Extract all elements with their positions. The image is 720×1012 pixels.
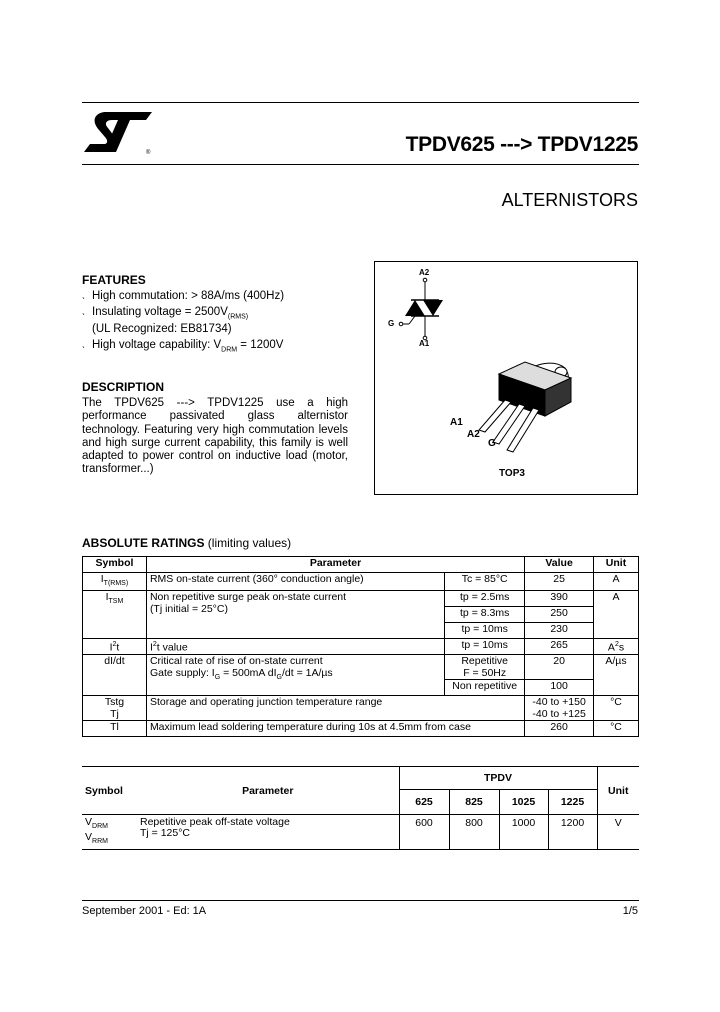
footer-date: September 2001 - Ed: 1A [82, 905, 207, 917]
variant-625: 625 [399, 790, 449, 815]
col-value: Value [525, 557, 594, 573]
page-number: 1/5 [622, 905, 638, 917]
table-header-row [82, 767, 639, 790]
document-subtitle: ALTERNISTORS [501, 190, 638, 210]
package-pin-a2: A2 [467, 429, 480, 440]
table-row: $I_{T(RMS)}$ RMS on-state current (360° conduction angle) Tc = 85°C 25 A [83, 573, 639, 591]
table-row: Non repetitive 100 [83, 680, 639, 696]
table-row: Tl Maximum lead soldering temperature during 10s at 4.5mm from case 260 °C [83, 721, 639, 737]
table-row: $I_{TSM}$ Non repetitive surge peak on-state current (Tj initial = 25°C) tp = 2.5ms 390 A [83, 591, 639, 607]
ratings-table [82, 556, 639, 737]
col-unit: Unit [594, 557, 639, 573]
features-list [82, 290, 352, 360]
description-heading: DESCRIPTION [82, 380, 165, 394]
table-row: Tstg Tj Storage and operating junction temperature range -40 to +150 -40 to +125 °C [83, 696, 639, 721]
footer-rule [82, 900, 639, 901]
col-symbol: Symbol [82, 767, 137, 815]
document-title: TPDV625 ---> TPDV1225 [405, 133, 638, 156]
variant-1225: 1225 [548, 790, 597, 815]
package-name: TOP3 [499, 468, 525, 479]
feature-item: ˎ High voltage capability: $V_{DRM} = 1200V$ [82, 339, 352, 356]
symbol-pin-a2: A2 [419, 268, 430, 277]
package-pin-a1: A1 [450, 417, 463, 428]
col-parameter: Parameter [137, 767, 399, 815]
col-unit: Unit [597, 767, 639, 815]
table-header-row [83, 557, 639, 573]
ratings-heading: ABSOLUTE RATINGS (limiting values) [82, 536, 292, 550]
title-rule [82, 164, 639, 165]
top3-package-icon [375, 262, 637, 494]
table-row: tp = 8.3ms 250 [83, 607, 639, 623]
feature-item: ˎ High commutation: > 88A/ms (400Hz) [82, 290, 352, 303]
variant-1025: 1025 [499, 790, 548, 815]
description-text: The TPDV625 ---> TPDV1225 use a high performance passivated glass alternistor technology. Featuring very high commutation levels and high surge current capability, this family is well adapted to power control on inductive load (motor, transformer...) [82, 397, 348, 476]
table-row: tp = 10ms 230 [83, 623, 639, 639]
package-figure [374, 261, 638, 495]
features-heading: FEATURES [82, 273, 146, 287]
voltage-table [82, 766, 639, 850]
feature-item: ˎ Insulating voltage = $2500V_{(RMS)}$ (UL Recognized: EB81734) [82, 306, 352, 336]
col-group: TPDV [399, 767, 597, 790]
package-pin-g: G [488, 438, 496, 449]
table-row: $I^2t$ $I^2t$ value tp = 10ms 265 $A^2s$ [83, 639, 639, 655]
svg-text:®: ® [146, 150, 151, 156]
table-row: dI/dt Critical rate of rise of on-state current Gate supply: $I_G = 500mA$ $dI_G/dt = 1A/\mu s$ Repetitive F = 50Hz 20 A/µs [83, 655, 639, 680]
variant-825: 825 [449, 790, 499, 815]
symbol-pin-g: G [388, 319, 395, 328]
header-rule [82, 102, 639, 103]
table-row: $V_{DRM}$ $V_{RRM}$ Repetitive peak off-state voltage Tj = 125°C 600 800 1000 1200 V [82, 815, 639, 850]
symbol-pin-a1: A1 [419, 339, 430, 348]
st-logo [82, 108, 154, 156]
col-parameter: Parameter [146, 557, 524, 573]
col-symbol: Symbol [83, 557, 147, 573]
